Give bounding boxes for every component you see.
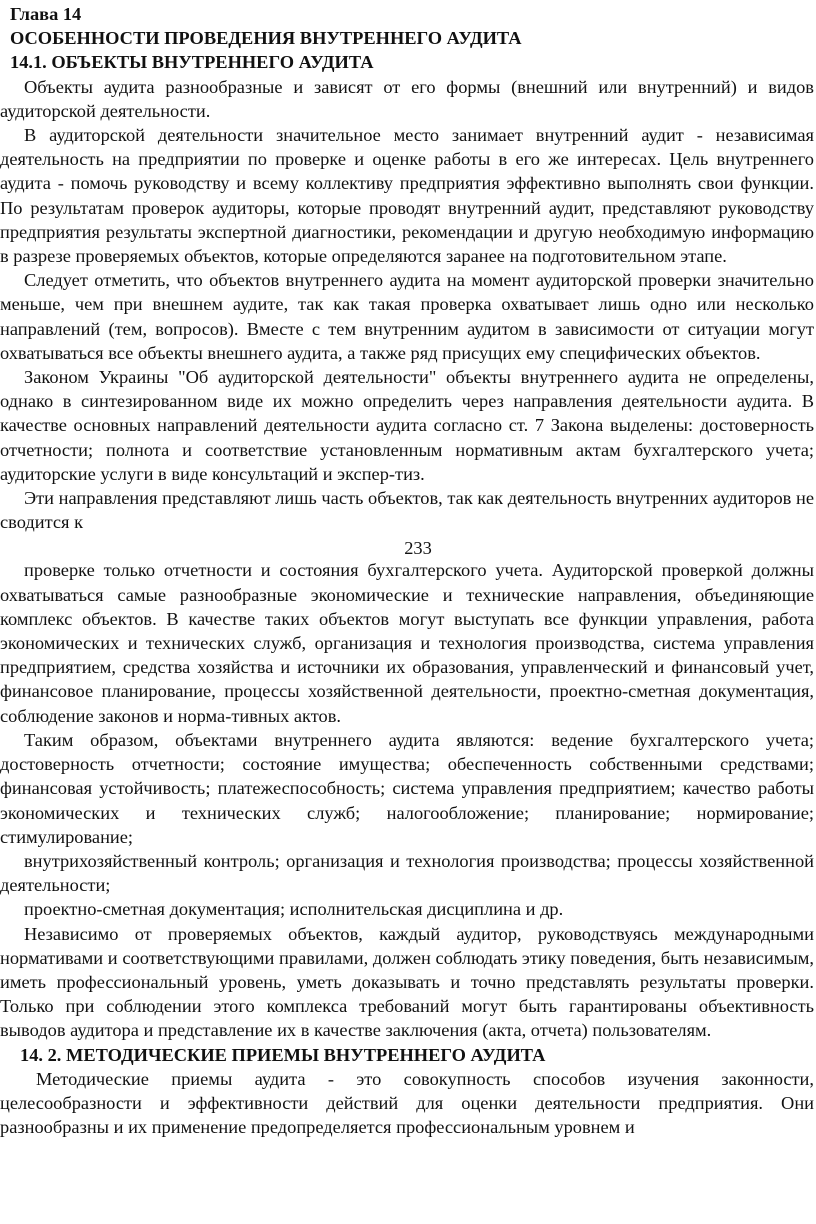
chapter-label: Глава 14 (10, 4, 82, 24)
paragraph: Объекты аудита разнообразные и зависят от его формы (внешний или внутренний) и видов аудиторской деятельности. (0, 76, 814, 121)
paragraph: Следует отметить, что объектов внутреннего аудита на момент аудиторской проверки значительно меньше, чем при внешнем аудите, так как такая проверка охватывает лишь одно или несколько направлений (тем, вопросов). Вместе с тем внутренним аудитом в зависимости от ситуации могут охватываться все объекты внешнего аудита, а также ряд присущих ему специфических объектов. (0, 270, 814, 363)
chapter-title: ОСОБЕННОСТИ ПРОВЕДЕНИЯ ВНУТРЕННЕГО АУДИТА (10, 28, 522, 49)
paragraph: Эти направления представляют лишь часть объектов, так как деятельность внутренних аудиторов не сводится к (0, 488, 814, 533)
paragraph: В аудиторской деятельности значительное место занимает внутренний аудит - независимая деятельность на предприятии по проверке и оценке работы в его же интересах. Цель внутреннего аудита - помочь руководству и всему коллективу предприятия эффективно выполнять свои функции. По результатам проверок аудиторы, которые проводят внутренний аудит, представляют руководству предприятия результаты экспертной диагностики, рекомендации и другую необходимую информацию в разрезе проверяемых объектов, которые определяются заранее на подготовительном этапе. (0, 125, 814, 267)
paragraph: Методические приемы аудита - это совокупность способов изучения законности, целесообразности и эффективности действий для оценки деятельности предприятия. Они разнообразны и их применение предопределяется профессиональным уровнем и (0, 1068, 814, 1138)
page-number: 233 (404, 538, 432, 559)
paragraph: Независимо от проверяемых объектов, каждый аудитор, руководствуясь международными нормативами и соответствующими правилами, должен соблюдать этику поведения, быть независимым, иметь профессиональный уровень, уметь доказывать и точно представлять результаты проверки. Только при соблюдении этого комплекса требований могут быть гарантированы объективность выводов аудитора и представление их в качестве заключения (акта, отчета) пользователям. (0, 923, 814, 1041)
paragraph: Таким образом, объектами внутреннего аудита являются: ведение бухгалтерского учета; достоверность отчетности; состояние имущества; обеспеченность собственными средствами; финансовая устойчивость; платежеспособность; система управления предприятием; качество работы экономических и технических служб; налогообложение; планирование; нормирование; стимулирование; (0, 729, 814, 847)
paragraph: проверке только отчетности и состояния бухгалтерского учета. Аудиторской проверкой должны охватываться самые разнообразные экономические и технические направления, объединяющие комплекс объектов. В качестве таких объектов могут выступать все функции управления, работа экономических и технических служб, организация и технология производства, система управления предприятием, средства хозяйства и источники их образования, управленческий и финансовый учет, финансовое планирование, процессы хозяйственной деятельности, проектно-сметная документация, соблюдение законов и норма-тивных актов. (0, 560, 814, 726)
section-title: 14. 2. МЕТОДИЧЕСКИЕ ПРИЕМЫ ВНУТРЕННЕГО АУДИТА (20, 1044, 546, 1065)
paragraph: внутрихозяйственный контроль; организация и технология производства; процессы хозяйственной деятельности; (0, 850, 814, 896)
paragraph: проектно-сметная документация; исполнительская дисциплина и др. (24, 899, 564, 920)
paragraph: Законом Украины "Об аудиторской деятельности" объекты внутреннего аудита не определены, однако в синтезированном виде их можно определить через направления деятельности аудита. В качестве основных направлений деятельности аудита согласно ст. 7 Закона выделены: достоверность отчетности; полнота и соответствие установленным нормативным актам бухгалтерского учета; аудиторские услуги в виде консультаций и экспер-тиз. (0, 367, 814, 484)
section-title: 14.1. ОБЪЕКТЫ ВНУТРЕННЕГО АУДИТА (10, 52, 374, 73)
